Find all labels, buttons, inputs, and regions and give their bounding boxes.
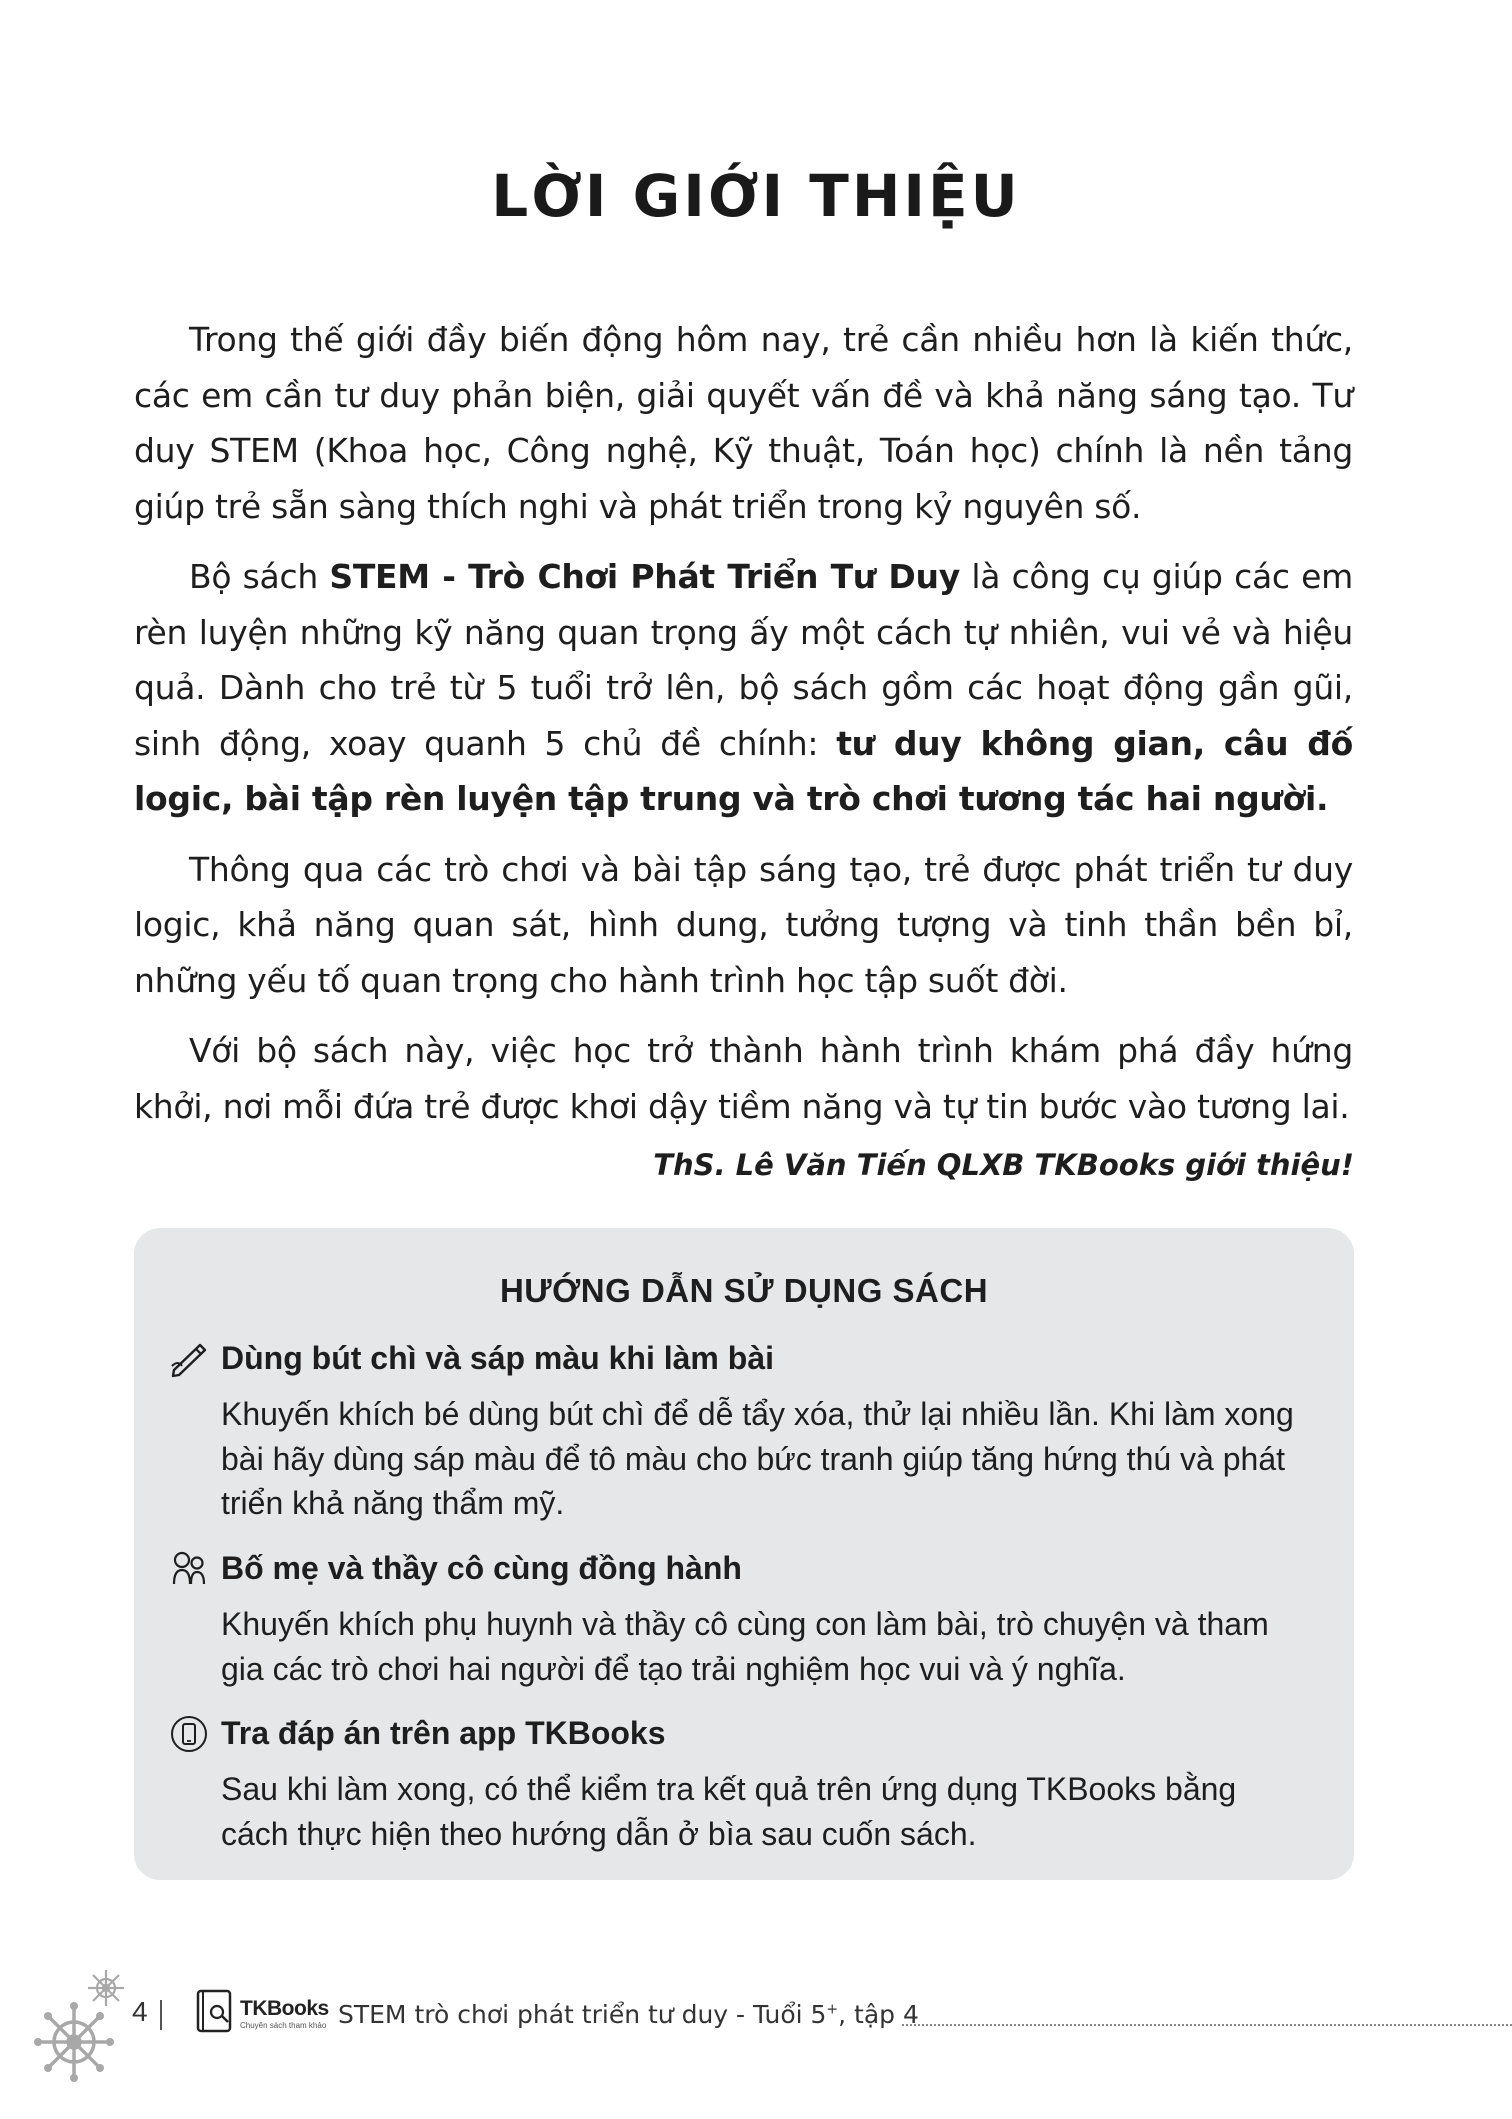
intro-paragraph-1: Trong thế giới đầy biến động hôm nay, trẻ cần nhiều hơn là kiến thức, các em cần tư duy phản biện, giải quyết vấn đề và khả năng sáng tạo. Tư duy STEM (Khoa học, Công nghệ, Kỹ thuật, Toán học) chính là nền tảng giúp trẻ sẵn sàng thích nghi và phát triển trong kỷ nguyên số. — [134, 320, 1353, 526]
guide-heading-parents: Bố mẹ và thầy cô cùng đồng hành — [221, 1550, 742, 1586]
series-volume: , tập 4 — [838, 2000, 919, 2029]
usage-guide-box — [134, 1228, 1354, 1880]
main-topics: tư duy không gian, câu đố logic, bài tập rèn luyện tập trung và trò chơi tương tác hai người. — [134, 723, 1353, 818]
guide-body-app: Sau khi làm xong, có thể kiểm tra kết quả trên ứng dụng TKBooks bằng cách thực hiện theo hướng dẫn ở bìa sau cuốn sách. — [221, 1771, 1237, 1852]
guide-heading-pencil: Dùng bút chì và sáp màu khi làm bài — [221, 1340, 774, 1376]
guide-body-parents: Khuyến khích phụ huynh và thầy cô cùng con làm bài, trò chuyện và tham gia các trò chơi hai người để tạo trải nghiệm học vui và ý nghĩa. — [221, 1606, 1269, 1687]
guide-heading-app: Tra đáp án trên app TKBooks — [221, 1715, 666, 1751]
brand-tagline: Chuyên sách tham khảo — [240, 2021, 327, 2030]
footer-separator — [160, 2000, 162, 2030]
intro-p2-text-a: Bộ sách — [189, 557, 330, 596]
series-age-plus: + — [826, 2001, 839, 2018]
brand-name: TKBooks — [240, 1997, 329, 2020]
intro-paragraph-2 — [134, 549, 1353, 827]
footer-dotted-line — [902, 2024, 1512, 2026]
series-title — [338, 2000, 919, 2029]
series-text: STEM trò chơi phát triển tư duy - Tuổi 5 — [338, 2000, 827, 2029]
intro-paragraph-3: Thông qua các trò chơi và bài tập sáng tạo, trẻ được phát triển tư duy logic, khả năng quan sát, hình dung, tưởng tượng và tinh thần bền bỉ, những yếu tố quan trọng cho hành trình học tập suốt đời. — [134, 849, 1353, 1000]
smartphone-icon — [170, 1715, 208, 1753]
page-number: 4 — [132, 1996, 148, 2027]
parent-child-icon — [170, 1550, 208, 1588]
guide-title: HƯỚNG DẪN SỬ DỤNG SÁCH — [499, 1272, 989, 1309]
intro-paragraph-4: Với bộ sách này, việc học trở thành hành trình khám phá đầy hứng khởi, nơi mỗi đứa trẻ được khơi dậy tiềm năng và tự tin bước vào tương lai. — [134, 1031, 1353, 1126]
pencil-writing-icon — [170, 1340, 208, 1378]
tkbooks-logo-icon — [195, 1988, 237, 2034]
book-series-name: STEM - Trò Chơi Phát Triển Tư Duy — [329, 557, 960, 596]
intro-text — [134, 312, 1353, 1149]
guide-body-pencil: Khuyến khích bé dùng bút chì để dễ tẩy xóa, thử lại nhiều lần. Khi làm xong bài hãy dùng sáp màu để tô màu cho bức tranh giúp tăng hứng thú và phát triển khả năng thẩm mỹ. — [221, 1396, 1294, 1521]
page-title: LỜI GIỚI THIỆU — [491, 162, 1021, 230]
intro-p2-text-b: là công cụ giúp các em rèn luyện những kỹ năng quan trọng ấy một cách tự nhiên, vui vẻ và hiệu quả. Dành cho trẻ từ 5 tuổi trở lên, bộ sách gồm các hoạt động gần gũi, sinh động, xoay quanh 5 chủ đề chính: — [134, 557, 1354, 763]
signature: ThS. Lê Văn Tiến QLXB TKBooks giới thiệu! — [653, 1148, 1354, 1182]
ship-wheel-icon-large — [34, 2002, 114, 2082]
